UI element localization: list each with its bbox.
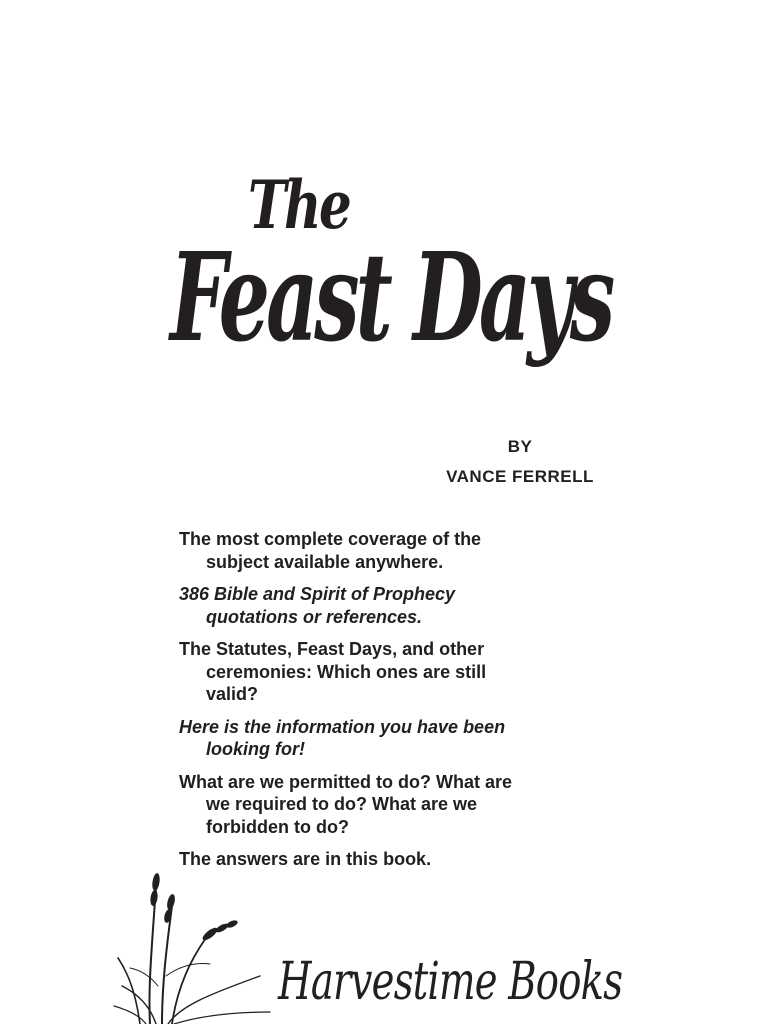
blurb-6: The answers are in this book. bbox=[179, 849, 432, 869]
byline-by: BY bbox=[507, 437, 533, 456]
blurb-list bbox=[179, 528, 629, 881]
blurb-3: The Statutes, Feast Days, and other ceremonies: Which ones are still valid? bbox=[179, 639, 487, 704]
blurb-5: What are we permitted to do? What are we required to do? What are we forbidden to do? bbox=[179, 771, 513, 837]
blurb-4: Here is the information you have been looking for! bbox=[179, 716, 506, 759]
blurb-2: 386 Bible and Spirit of Prophecy quotations or references. bbox=[179, 584, 456, 627]
wheat-stalks-icon bbox=[110, 866, 290, 1024]
publisher-name: Harvestime Books bbox=[278, 952, 623, 1012]
author-name: VANCE FERRELL bbox=[446, 467, 594, 486]
title-feast-days: Feast Days bbox=[170, 225, 612, 369]
blurb-1: The most complete coverage of the subject available anywhere. bbox=[179, 529, 482, 572]
title-the: The bbox=[248, 166, 350, 244]
byline bbox=[420, 432, 620, 492]
